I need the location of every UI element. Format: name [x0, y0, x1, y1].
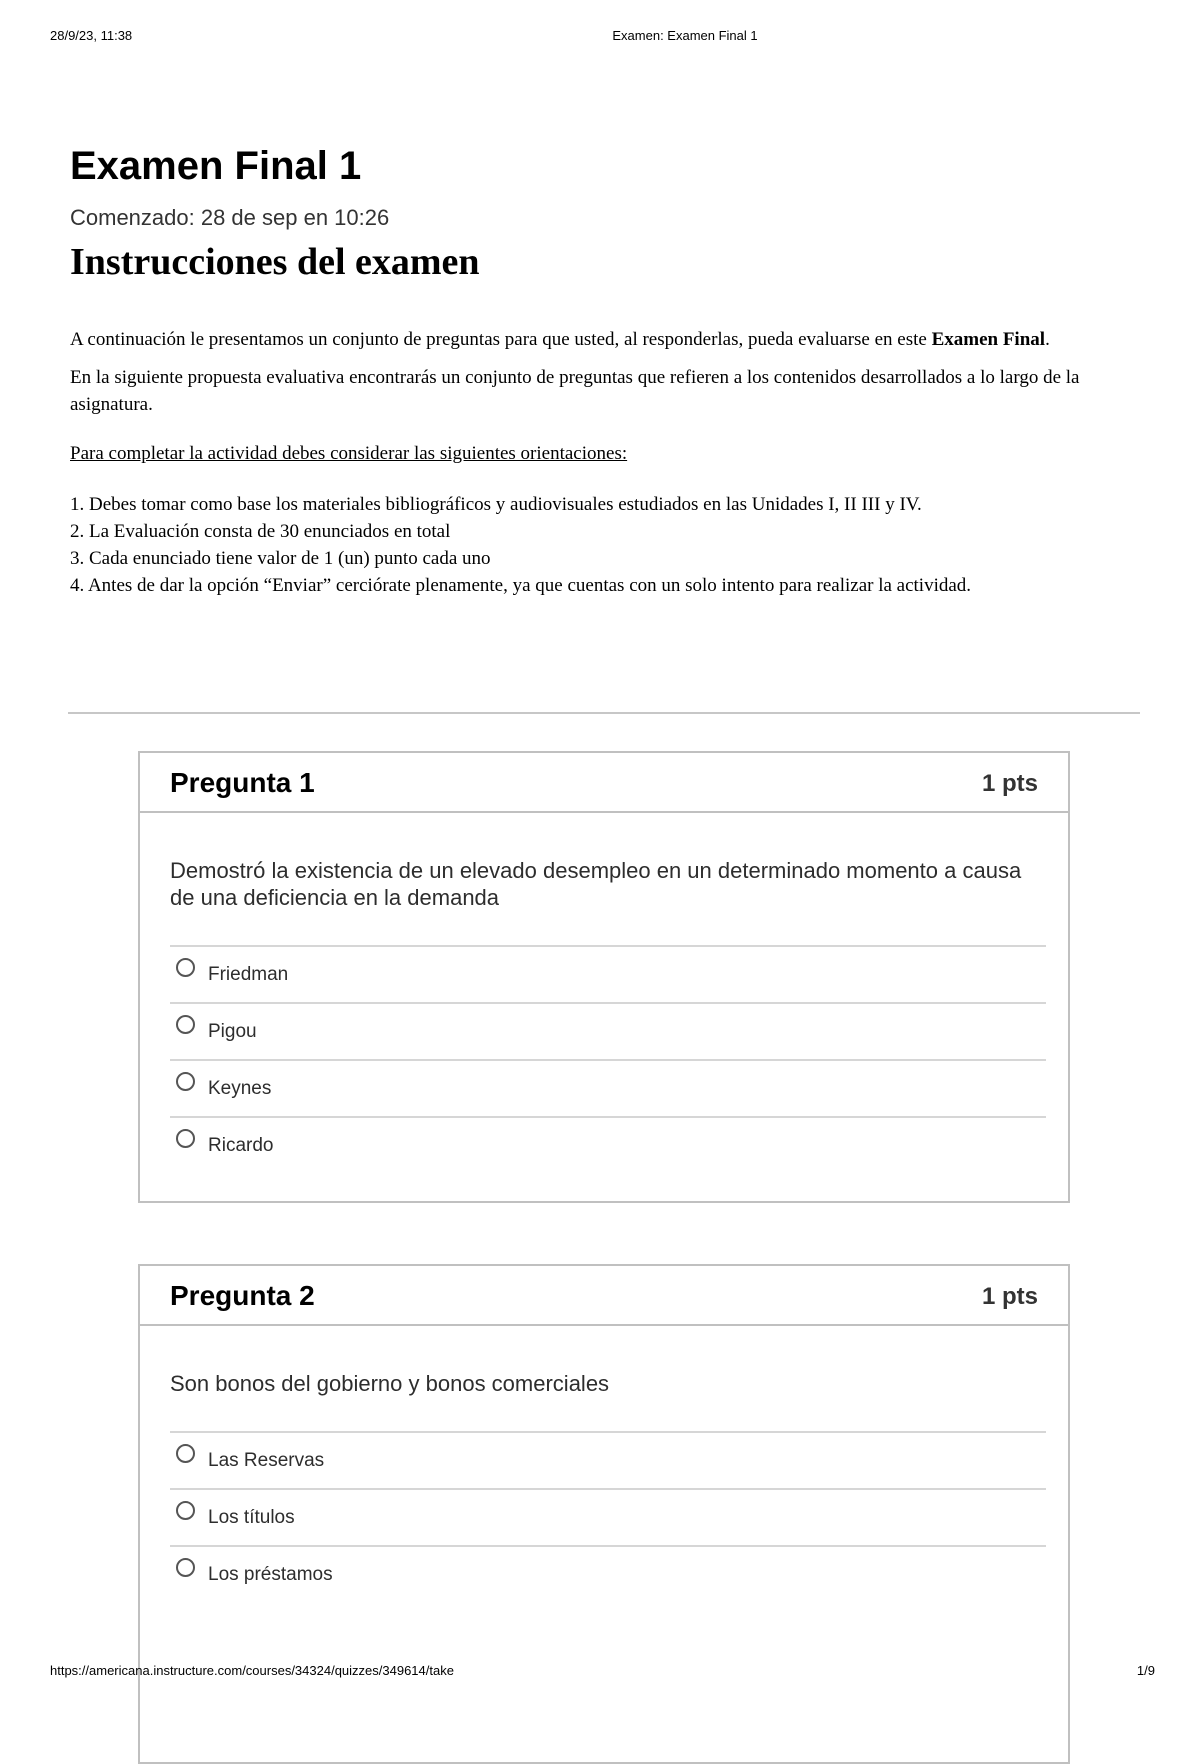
answer-option[interactable] [170, 1488, 1046, 1545]
print-datetime: 28/9/23, 11:38 [50, 28, 133, 43]
answer-option[interactable] [170, 945, 1046, 1002]
answer-label[interactable]: Los títulos [208, 1507, 295, 1528]
section-divider [68, 712, 1140, 714]
answer-option[interactable] [170, 1059, 1046, 1116]
answer-label[interactable]: Friedman [208, 964, 289, 985]
orientation-item: 2. La Evaluación consta de 30 enunciados en total [70, 521, 451, 542]
radio-button[interactable] [176, 1129, 195, 1148]
question-card-1 [138, 751, 1070, 1203]
question-text: Son bonos del gobierno y bonos comerciales [170, 1371, 610, 1396]
question-title: Pregunta 1 [170, 767, 315, 798]
answer-option[interactable] [170, 1116, 1046, 1173]
question-header [140, 753, 1068, 813]
orientations-heading: Para completar la actividad debes considerar las siguientes orientaciones: [70, 443, 628, 464]
answer-label[interactable]: Keynes [208, 1078, 272, 1099]
started-timestamp: Comenzado: 28 de sep en 10:26 [70, 205, 390, 230]
radio-button[interactable] [176, 958, 195, 977]
answer-label[interactable]: Pigou [208, 1021, 257, 1042]
answer-option[interactable] [170, 1431, 1046, 1488]
question-body [140, 1326, 1068, 1602]
orientation-item: 3. Cada enunciado tiene valor de 1 (un) punto cada uno [70, 548, 491, 569]
question-header [140, 1266, 1068, 1326]
orientation-item: 4. Antes de dar la opción “Enviar” cerciórate plenamente, ya que cuentas con un solo intento para realizar la actividad. [70, 575, 972, 596]
instructions-paragraph: En la siguiente propuesta evaluativa encontrarás un conjunto de preguntas que refieren a los contenidos desarrollados a lo largo de la asignatura. [70, 367, 1080, 415]
intro-text-end: . [1045, 329, 1050, 350]
radio-button[interactable] [176, 1444, 195, 1463]
question-points: 1 pts [981, 770, 1038, 797]
quiz-content [70, 138, 1140, 599]
answer-label[interactable]: Ricardo [208, 1135, 274, 1156]
print-url: https://americana.instructure.com/courses/34324/quizzes/349614/take [50, 1663, 454, 1678]
radio-button[interactable] [176, 1072, 195, 1091]
answer-label[interactable]: Las Reservas [208, 1450, 325, 1471]
question-title: Pregunta 2 [170, 1280, 315, 1311]
answer-option[interactable] [170, 1545, 1046, 1602]
print-document-title: Examen: Examen Final 1 [612, 28, 758, 43]
print-page-number: 1/9 [1136, 1663, 1155, 1678]
answer-label[interactable]: Los préstamos [208, 1564, 333, 1585]
question-body [140, 813, 1068, 1173]
instructions-heading: Instrucciones del examen [70, 241, 480, 283]
instructions-intro [70, 326, 1120, 353]
intro-text: A continuación le presentamos un conjunto de preguntas para que usted, al responderlas, pueda evaluarse en este [70, 329, 932, 350]
radio-button[interactable] [176, 1558, 195, 1577]
instructions-body [70, 326, 1120, 599]
orientation-item: 1. Debes tomar como base los materiales bibliográficos y audiovisuales estudiados en las Unidades I, II III y IV. [70, 494, 922, 515]
question-text: Demostró la existencia de un elevado desempleo en un determinado momento a causa de una deficiencia en la demanda [170, 858, 1022, 910]
intro-bold-text: Examen Final [931, 329, 1046, 350]
answer-option[interactable] [170, 1002, 1046, 1059]
question-points: 1 pts [981, 1283, 1038, 1310]
question-card-2 [138, 1264, 1070, 1764]
radio-button[interactable] [176, 1015, 195, 1034]
radio-button[interactable] [176, 1501, 195, 1520]
page-title: Examen Final 1 [70, 144, 362, 188]
